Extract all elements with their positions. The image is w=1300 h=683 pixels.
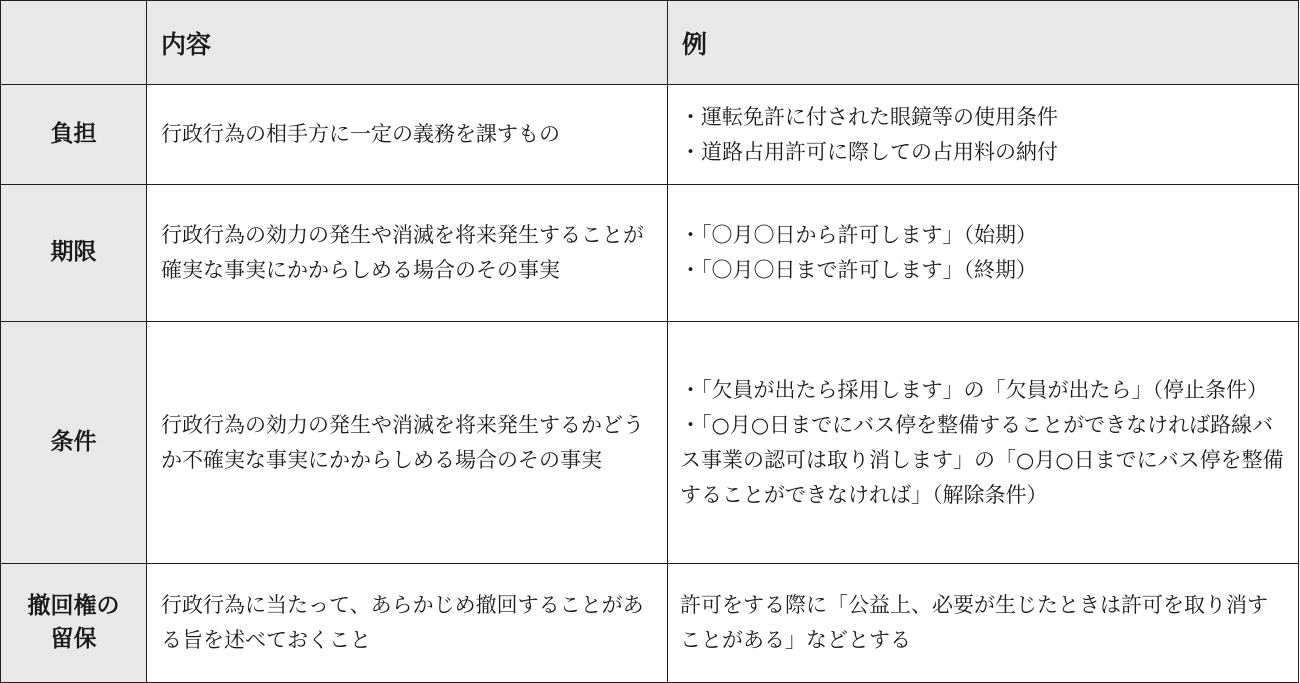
example-cell (668, 322, 1299, 564)
example-item: ・「欠員が出たら採用します」の「欠員が出たら」（停止条件） (680, 377, 1268, 402)
content-cell: 行政行為の効力の発生や消滅を将来発生することが確実な事実にかからしめる場合のその事実 (147, 185, 668, 322)
content-cell: 行政行為の相手方に一定の義務を課すもの (147, 85, 668, 185)
example-item: 許可をする際に「公益上、必要が生じたときは許可を取り消すことがある」などとする (680, 593, 1268, 652)
example-item: ・「〇月〇日から許可します」（始期） (680, 223, 1037, 247)
example-cell (668, 85, 1299, 185)
header-row (1, 1, 1299, 85)
table-row (1, 564, 1299, 683)
term-cell: 期限 (1, 185, 147, 322)
example-item: ・「○月○日までにバス停を整備することができなければ路線バス事業の認可は取り消します」の「○月○日までにバス停を整備することができなければ」（解除条件） (680, 412, 1284, 507)
term-cell: 条件 (1, 322, 147, 564)
example-item: ・「〇月〇日まで許可します」（終期） (680, 258, 1037, 282)
term-text: 撤回権の留保 (27, 592, 120, 652)
example-cell (668, 564, 1299, 683)
header-cell-content: 内容 (147, 1, 668, 85)
content-cell: 行政行為に当たって、あらかじめ撤回することがある旨を述べておくこと (147, 564, 668, 683)
example-item: ・道路占用許可に際しての占用料の納付 (680, 139, 1058, 164)
table-row (1, 85, 1299, 185)
term-cell: 負担 (1, 85, 147, 185)
example-item: ・運転免許に付された眼鏡等の使用条件 (680, 104, 1058, 129)
header-cell-example: 例 (668, 1, 1299, 85)
term-cell (1, 564, 147, 683)
header-cell-blank (1, 1, 147, 85)
content-cell: 行政行為の効力の発生や消滅を将来発生するかどうか不確実な事実にかからしめる場合のその事実 (147, 322, 668, 564)
table-row (1, 185, 1299, 322)
example-cell (668, 185, 1299, 322)
table-row (1, 322, 1299, 564)
